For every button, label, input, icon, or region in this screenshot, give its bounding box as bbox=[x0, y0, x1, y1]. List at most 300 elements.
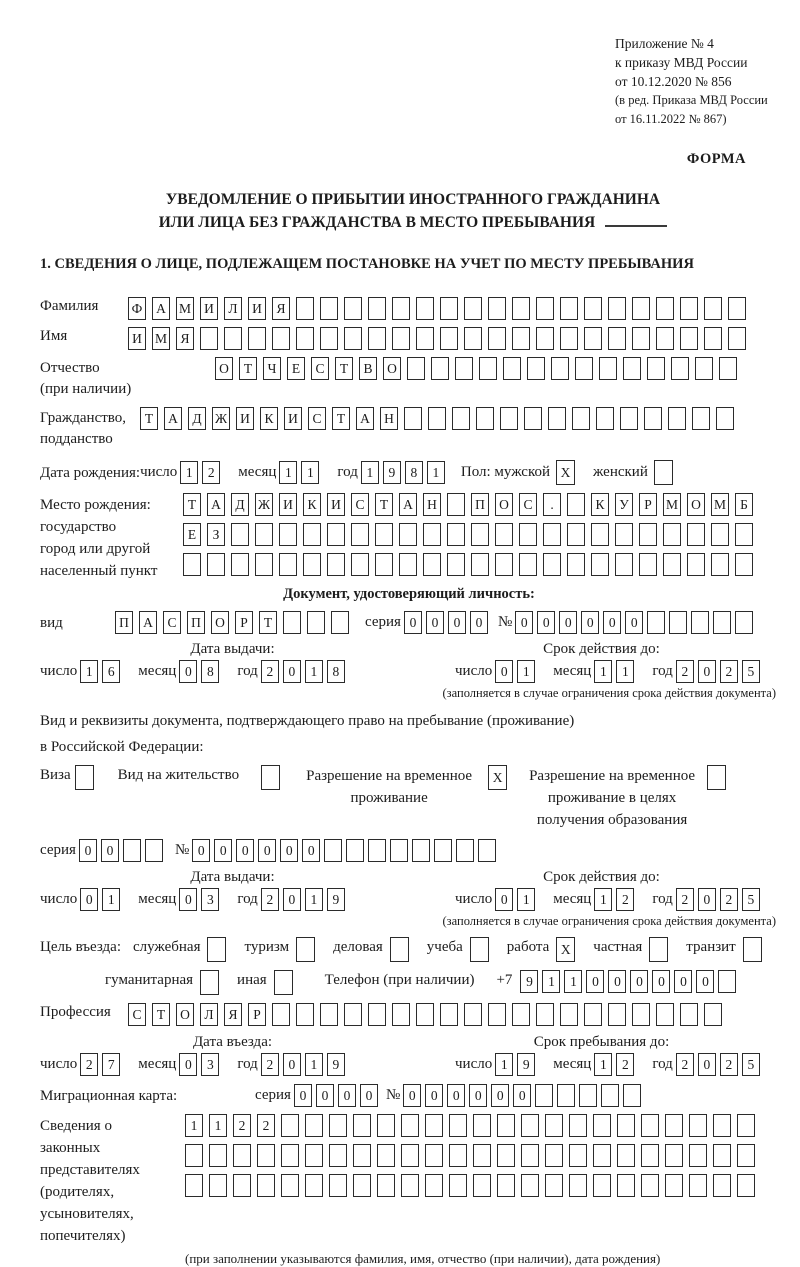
char-cell[interactable] bbox=[615, 553, 633, 576]
char-cell[interactable] bbox=[416, 1003, 434, 1026]
char-cell[interactable] bbox=[713, 611, 731, 634]
char-cell[interactable]: 0 bbox=[674, 970, 692, 993]
char-cell[interactable]: 1 bbox=[180, 461, 198, 484]
char-cell[interactable] bbox=[591, 523, 609, 546]
char-cell[interactable]: 0 bbox=[559, 611, 577, 634]
char-cell[interactable]: 9 bbox=[327, 1053, 345, 1076]
char-cell[interactable] bbox=[255, 553, 273, 576]
char-cell[interactable] bbox=[145, 839, 163, 862]
char-cell[interactable] bbox=[207, 553, 225, 576]
char-cell[interactable]: Я bbox=[176, 327, 194, 350]
char-cell[interactable]: Е bbox=[183, 523, 201, 546]
char-cell[interactable] bbox=[584, 327, 602, 350]
char-cell[interactable] bbox=[567, 523, 585, 546]
char-cell[interactable]: 0 bbox=[586, 970, 604, 993]
char-cell[interactable]: 8 bbox=[201, 660, 219, 683]
char-cell[interactable] bbox=[464, 327, 482, 350]
char-cell[interactable] bbox=[543, 553, 561, 576]
char-cell[interactable] bbox=[353, 1114, 371, 1137]
char-cell[interactable] bbox=[412, 839, 430, 862]
char-cell[interactable]: 1 bbox=[495, 1053, 513, 1076]
option-checkbox[interactable] bbox=[200, 970, 219, 995]
char-cell[interactable] bbox=[368, 327, 386, 350]
char-cell[interactable] bbox=[331, 611, 349, 634]
char-cell[interactable] bbox=[327, 523, 345, 546]
char-cell[interactable]: М bbox=[663, 493, 681, 516]
char-cell[interactable] bbox=[560, 1003, 578, 1026]
char-cell[interactable]: 0 bbox=[513, 1084, 531, 1107]
char-cell[interactable]: 0 bbox=[179, 888, 197, 911]
char-cell[interactable] bbox=[656, 327, 674, 350]
char-cell[interactable] bbox=[434, 839, 452, 862]
char-cell[interactable]: 0 bbox=[537, 611, 555, 634]
char-cell[interactable]: 0 bbox=[79, 839, 97, 862]
char-cell[interactable] bbox=[557, 1084, 575, 1107]
char-cell[interactable] bbox=[569, 1174, 587, 1197]
char-cell[interactable]: С bbox=[311, 357, 329, 380]
char-cell[interactable] bbox=[209, 1144, 227, 1167]
char-cell[interactable] bbox=[521, 1144, 539, 1167]
char-cell[interactable]: 0 bbox=[258, 839, 276, 862]
char-cell[interactable] bbox=[713, 1114, 731, 1137]
char-cell[interactable] bbox=[527, 357, 545, 380]
char-cell[interactable] bbox=[423, 523, 441, 546]
char-cell[interactable] bbox=[401, 1114, 419, 1137]
char-cell[interactable]: С bbox=[163, 611, 181, 634]
char-cell[interactable] bbox=[392, 1003, 410, 1026]
char-cell[interactable]: Т bbox=[183, 493, 201, 516]
char-cell[interactable] bbox=[488, 1003, 506, 1026]
char-cell[interactable] bbox=[668, 407, 686, 430]
char-cell[interactable] bbox=[593, 1144, 611, 1167]
char-cell[interactable] bbox=[617, 1114, 635, 1137]
char-cell[interactable] bbox=[497, 1144, 515, 1167]
char-cell[interactable] bbox=[647, 611, 665, 634]
char-cell[interactable] bbox=[644, 407, 662, 430]
char-cell[interactable] bbox=[431, 357, 449, 380]
char-cell[interactable] bbox=[620, 407, 638, 430]
char-cell[interactable] bbox=[303, 523, 321, 546]
char-cell[interactable] bbox=[536, 297, 554, 320]
char-cell[interactable] bbox=[617, 1174, 635, 1197]
char-cell[interactable] bbox=[233, 1174, 251, 1197]
char-cell[interactable] bbox=[567, 553, 585, 576]
char-cell[interactable] bbox=[123, 839, 141, 862]
char-cell[interactable]: Л bbox=[200, 1003, 218, 1026]
char-cell[interactable]: 0 bbox=[698, 1053, 716, 1076]
char-cell[interactable]: 1 bbox=[279, 461, 297, 484]
char-cell[interactable] bbox=[601, 1084, 619, 1107]
char-cell[interactable]: О bbox=[215, 357, 233, 380]
char-cell[interactable] bbox=[545, 1114, 563, 1137]
char-cell[interactable]: 2 bbox=[616, 888, 634, 911]
char-cell[interactable]: 0 bbox=[236, 839, 254, 862]
char-cell[interactable] bbox=[535, 1084, 553, 1107]
char-cell[interactable]: 0 bbox=[283, 1053, 301, 1076]
char-cell[interactable] bbox=[185, 1144, 203, 1167]
char-cell[interactable]: 0 bbox=[495, 888, 513, 911]
char-cell[interactable]: И bbox=[284, 407, 302, 430]
char-cell[interactable]: Р bbox=[248, 1003, 266, 1026]
char-cell[interactable] bbox=[711, 523, 729, 546]
char-cell[interactable] bbox=[617, 1144, 635, 1167]
char-cell[interactable]: Д bbox=[188, 407, 206, 430]
char-cell[interactable]: Л bbox=[224, 297, 242, 320]
char-cell[interactable] bbox=[392, 297, 410, 320]
char-cell[interactable]: М bbox=[176, 297, 194, 320]
char-cell[interactable] bbox=[545, 1174, 563, 1197]
char-cell[interactable] bbox=[519, 523, 537, 546]
option-checkbox[interactable] bbox=[296, 937, 315, 962]
char-cell[interactable]: 0 bbox=[280, 839, 298, 862]
char-cell[interactable] bbox=[689, 1144, 707, 1167]
char-cell[interactable]: Ф bbox=[128, 297, 146, 320]
char-cell[interactable] bbox=[329, 1114, 347, 1137]
char-cell[interactable]: Б bbox=[735, 493, 753, 516]
char-cell[interactable]: И bbox=[128, 327, 146, 350]
char-cell[interactable] bbox=[257, 1144, 275, 1167]
char-cell[interactable]: 0 bbox=[491, 1084, 509, 1107]
char-cell[interactable]: 2 bbox=[257, 1114, 275, 1137]
char-cell[interactable]: . bbox=[543, 493, 561, 516]
char-cell[interactable] bbox=[665, 1144, 683, 1167]
char-cell[interactable] bbox=[497, 1174, 515, 1197]
char-cell[interactable]: 0 bbox=[179, 1053, 197, 1076]
char-cell[interactable] bbox=[479, 357, 497, 380]
char-cell[interactable]: 2 bbox=[720, 1053, 738, 1076]
char-cell[interactable]: Т bbox=[239, 357, 257, 380]
char-cell[interactable] bbox=[579, 1084, 597, 1107]
char-cell[interactable] bbox=[512, 297, 530, 320]
char-cell[interactable] bbox=[560, 327, 578, 350]
char-cell[interactable] bbox=[440, 297, 458, 320]
char-cell[interactable] bbox=[692, 407, 710, 430]
char-cell[interactable] bbox=[689, 1114, 707, 1137]
char-cell[interactable]: 0 bbox=[283, 660, 301, 683]
char-cell[interactable]: 0 bbox=[698, 888, 716, 911]
char-cell[interactable] bbox=[575, 357, 593, 380]
char-cell[interactable]: 9 bbox=[383, 461, 401, 484]
char-cell[interactable]: Е bbox=[287, 357, 305, 380]
char-cell[interactable] bbox=[728, 297, 746, 320]
char-cell[interactable] bbox=[455, 357, 473, 380]
char-cell[interactable]: 1 bbox=[594, 660, 612, 683]
char-cell[interactable]: 8 bbox=[327, 660, 345, 683]
char-cell[interactable]: 2 bbox=[676, 660, 694, 683]
char-cell[interactable]: 2 bbox=[261, 1053, 279, 1076]
char-cell[interactable] bbox=[543, 523, 561, 546]
char-cell[interactable] bbox=[344, 327, 362, 350]
char-cell[interactable]: 1 bbox=[305, 660, 323, 683]
char-cell[interactable]: 1 bbox=[361, 461, 379, 484]
char-cell[interactable] bbox=[584, 297, 602, 320]
char-cell[interactable] bbox=[281, 1174, 299, 1197]
char-cell[interactable] bbox=[608, 297, 626, 320]
char-cell[interactable]: 1 bbox=[305, 1053, 323, 1076]
char-cell[interactable] bbox=[464, 1003, 482, 1026]
char-cell[interactable]: Ч bbox=[263, 357, 281, 380]
char-cell[interactable]: О bbox=[495, 493, 513, 516]
char-cell[interactable] bbox=[567, 493, 585, 516]
char-cell[interactable] bbox=[248, 327, 266, 350]
char-cell[interactable]: Т bbox=[375, 493, 393, 516]
char-cell[interactable]: 3 bbox=[201, 888, 219, 911]
char-cell[interactable] bbox=[488, 297, 506, 320]
char-cell[interactable] bbox=[521, 1114, 539, 1137]
char-cell[interactable] bbox=[719, 357, 737, 380]
char-cell[interactable] bbox=[329, 1174, 347, 1197]
char-cell[interactable] bbox=[728, 327, 746, 350]
char-cell[interactable]: 0 bbox=[652, 970, 670, 993]
option-checkbox[interactable]: X bbox=[556, 937, 575, 962]
char-cell[interactable] bbox=[691, 611, 709, 634]
char-cell[interactable]: 2 bbox=[676, 888, 694, 911]
char-cell[interactable] bbox=[353, 1144, 371, 1167]
char-cell[interactable] bbox=[305, 1174, 323, 1197]
char-cell[interactable] bbox=[471, 523, 489, 546]
char-cell[interactable] bbox=[497, 1114, 515, 1137]
char-cell[interactable]: 2 bbox=[616, 1053, 634, 1076]
char-cell[interactable]: 0 bbox=[581, 611, 599, 634]
char-cell[interactable] bbox=[495, 553, 513, 576]
char-cell[interactable] bbox=[639, 553, 657, 576]
char-cell[interactable]: Т bbox=[332, 407, 350, 430]
char-cell[interactable] bbox=[512, 327, 530, 350]
char-cell[interactable] bbox=[449, 1114, 467, 1137]
char-cell[interactable] bbox=[671, 357, 689, 380]
char-cell[interactable] bbox=[495, 523, 513, 546]
char-cell[interactable] bbox=[737, 1144, 755, 1167]
option-checkbox[interactable] bbox=[470, 937, 489, 962]
char-cell[interactable]: 0 bbox=[338, 1084, 356, 1107]
char-cell[interactable] bbox=[599, 357, 617, 380]
char-cell[interactable]: Н bbox=[380, 407, 398, 430]
char-cell[interactable] bbox=[272, 1003, 290, 1026]
char-cell[interactable] bbox=[440, 1003, 458, 1026]
char-cell[interactable] bbox=[231, 553, 249, 576]
char-cell[interactable] bbox=[296, 297, 314, 320]
char-cell[interactable]: 2 bbox=[720, 660, 738, 683]
char-cell[interactable] bbox=[689, 1174, 707, 1197]
char-cell[interactable]: К bbox=[303, 493, 321, 516]
char-cell[interactable] bbox=[368, 1003, 386, 1026]
char-cell[interactable] bbox=[279, 523, 297, 546]
char-cell[interactable] bbox=[200, 327, 218, 350]
char-cell[interactable]: 1 bbox=[616, 660, 634, 683]
char-cell[interactable] bbox=[281, 1114, 299, 1137]
char-cell[interactable] bbox=[680, 1003, 698, 1026]
char-cell[interactable] bbox=[307, 611, 325, 634]
char-cell[interactable]: 0 bbox=[283, 888, 301, 911]
char-cell[interactable] bbox=[296, 1003, 314, 1026]
char-cell[interactable] bbox=[680, 327, 698, 350]
char-cell[interactable]: 1 bbox=[517, 660, 535, 683]
char-cell[interactable] bbox=[735, 523, 753, 546]
char-cell[interactable]: О bbox=[211, 611, 229, 634]
char-cell[interactable]: Ж bbox=[212, 407, 230, 430]
char-cell[interactable]: 0 bbox=[192, 839, 210, 862]
char-cell[interactable] bbox=[401, 1174, 419, 1197]
char-cell[interactable]: 0 bbox=[426, 611, 444, 634]
char-cell[interactable]: 1 bbox=[427, 461, 445, 484]
char-cell[interactable]: Ж bbox=[255, 493, 273, 516]
char-cell[interactable]: И bbox=[236, 407, 254, 430]
char-cell[interactable] bbox=[346, 839, 364, 862]
char-cell[interactable]: А bbox=[139, 611, 157, 634]
option-checkbox[interactable] bbox=[743, 937, 762, 962]
char-cell[interactable]: 2 bbox=[676, 1053, 694, 1076]
char-cell[interactable]: 0 bbox=[625, 611, 643, 634]
char-cell[interactable]: 2 bbox=[261, 888, 279, 911]
char-cell[interactable] bbox=[521, 1174, 539, 1197]
char-cell[interactable]: С bbox=[519, 493, 537, 516]
char-cell[interactable]: В bbox=[359, 357, 377, 380]
char-cell[interactable] bbox=[185, 1174, 203, 1197]
char-cell[interactable]: 0 bbox=[425, 1084, 443, 1107]
char-cell[interactable] bbox=[320, 297, 338, 320]
char-cell[interactable]: 1 bbox=[185, 1114, 203, 1137]
char-cell[interactable]: 2 bbox=[202, 461, 220, 484]
char-cell[interactable]: 9 bbox=[517, 1053, 535, 1076]
char-cell[interactable] bbox=[428, 407, 446, 430]
char-cell[interactable]: У bbox=[615, 493, 633, 516]
char-cell[interactable] bbox=[344, 1003, 362, 1026]
char-cell[interactable]: 0 bbox=[469, 1084, 487, 1107]
char-cell[interactable]: 2 bbox=[261, 660, 279, 683]
char-cell[interactable] bbox=[464, 297, 482, 320]
char-cell[interactable] bbox=[665, 1174, 683, 1197]
char-cell[interactable] bbox=[375, 523, 393, 546]
char-cell[interactable]: А bbox=[207, 493, 225, 516]
char-cell[interactable] bbox=[713, 1174, 731, 1197]
char-cell[interactable] bbox=[255, 523, 273, 546]
char-cell[interactable]: 0 bbox=[447, 1084, 465, 1107]
char-cell[interactable] bbox=[560, 297, 578, 320]
char-cell[interactable]: 0 bbox=[101, 839, 119, 862]
char-cell[interactable]: 5 bbox=[742, 888, 760, 911]
char-cell[interactable] bbox=[305, 1114, 323, 1137]
char-cell[interactable] bbox=[399, 523, 417, 546]
char-cell[interactable]: 0 bbox=[495, 660, 513, 683]
char-cell[interactable]: Т bbox=[335, 357, 353, 380]
char-cell[interactable]: Р bbox=[639, 493, 657, 516]
option-checkbox[interactable] bbox=[390, 937, 409, 962]
char-cell[interactable] bbox=[473, 1114, 491, 1137]
char-cell[interactable]: С bbox=[308, 407, 326, 430]
char-cell[interactable] bbox=[324, 839, 342, 862]
char-cell[interactable] bbox=[623, 1084, 641, 1107]
option-checkbox[interactable] bbox=[207, 937, 226, 962]
char-cell[interactable]: Н bbox=[423, 493, 441, 516]
char-cell[interactable] bbox=[449, 1144, 467, 1167]
char-cell[interactable] bbox=[639, 523, 657, 546]
char-cell[interactable]: И bbox=[327, 493, 345, 516]
char-cell[interactable] bbox=[375, 553, 393, 576]
char-cell[interactable]: 0 bbox=[214, 839, 232, 862]
char-cell[interactable]: 0 bbox=[302, 839, 320, 862]
char-cell[interactable] bbox=[478, 839, 496, 862]
char-cell[interactable]: 0 bbox=[630, 970, 648, 993]
char-cell[interactable] bbox=[303, 553, 321, 576]
char-cell[interactable] bbox=[404, 407, 422, 430]
char-cell[interactable] bbox=[663, 523, 681, 546]
char-cell[interactable] bbox=[569, 1144, 587, 1167]
char-cell[interactable] bbox=[456, 839, 474, 862]
char-cell[interactable]: 9 bbox=[520, 970, 538, 993]
char-cell[interactable] bbox=[608, 1003, 626, 1026]
char-cell[interactable]: Я bbox=[272, 297, 290, 320]
char-cell[interactable] bbox=[680, 297, 698, 320]
char-cell[interactable] bbox=[656, 297, 674, 320]
char-cell[interactable] bbox=[473, 1144, 491, 1167]
char-cell[interactable]: 0 bbox=[80, 888, 98, 911]
char-cell[interactable] bbox=[632, 327, 650, 350]
char-cell[interactable] bbox=[344, 297, 362, 320]
char-cell[interactable] bbox=[704, 327, 722, 350]
char-cell[interactable] bbox=[519, 553, 537, 576]
char-cell[interactable]: С bbox=[128, 1003, 146, 1026]
sex-female-checkbox[interactable] bbox=[654, 460, 673, 485]
char-cell[interactable]: 1 bbox=[301, 461, 319, 484]
char-cell[interactable]: П bbox=[187, 611, 205, 634]
char-cell[interactable]: С bbox=[351, 493, 369, 516]
char-cell[interactable] bbox=[224, 327, 242, 350]
char-cell[interactable]: 9 bbox=[327, 888, 345, 911]
char-cell[interactable] bbox=[503, 357, 521, 380]
char-cell[interactable] bbox=[632, 1003, 650, 1026]
char-cell[interactable] bbox=[608, 327, 626, 350]
char-cell[interactable] bbox=[569, 1114, 587, 1137]
char-cell[interactable] bbox=[377, 1114, 395, 1137]
char-cell[interactable] bbox=[305, 1144, 323, 1167]
char-cell[interactable]: 1 bbox=[594, 888, 612, 911]
char-cell[interactable]: Д bbox=[231, 493, 249, 516]
char-cell[interactable] bbox=[351, 553, 369, 576]
char-cell[interactable] bbox=[320, 1003, 338, 1026]
char-cell[interactable] bbox=[447, 553, 465, 576]
char-cell[interactable] bbox=[368, 839, 386, 862]
char-cell[interactable]: Т bbox=[152, 1003, 170, 1026]
char-cell[interactable] bbox=[407, 357, 425, 380]
char-cell[interactable] bbox=[353, 1174, 371, 1197]
char-cell[interactable]: 0 bbox=[179, 660, 197, 683]
char-cell[interactable]: 2 bbox=[233, 1114, 251, 1137]
char-cell[interactable]: 5 bbox=[742, 660, 760, 683]
char-cell[interactable] bbox=[377, 1174, 395, 1197]
char-cell[interactable]: 0 bbox=[603, 611, 621, 634]
char-cell[interactable] bbox=[233, 1144, 251, 1167]
char-cell[interactable]: 0 bbox=[360, 1084, 378, 1107]
char-cell[interactable]: 3 bbox=[201, 1053, 219, 1076]
option-checkbox[interactable] bbox=[649, 937, 668, 962]
char-cell[interactable] bbox=[488, 327, 506, 350]
char-cell[interactable]: П bbox=[471, 493, 489, 516]
char-cell[interactable]: Р bbox=[235, 611, 253, 634]
char-cell[interactable] bbox=[231, 523, 249, 546]
char-cell[interactable] bbox=[718, 970, 736, 993]
char-cell[interactable] bbox=[512, 1003, 530, 1026]
char-cell[interactable]: 0 bbox=[403, 1084, 421, 1107]
char-cell[interactable]: 6 bbox=[102, 660, 120, 683]
char-cell[interactable]: 1 bbox=[209, 1114, 227, 1137]
char-cell[interactable] bbox=[737, 1114, 755, 1137]
char-cell[interactable] bbox=[449, 1174, 467, 1197]
char-cell[interactable] bbox=[584, 1003, 602, 1026]
char-cell[interactable] bbox=[593, 1174, 611, 1197]
char-cell[interactable]: 1 bbox=[594, 1053, 612, 1076]
char-cell[interactable] bbox=[704, 1003, 722, 1026]
char-cell[interactable] bbox=[656, 1003, 674, 1026]
